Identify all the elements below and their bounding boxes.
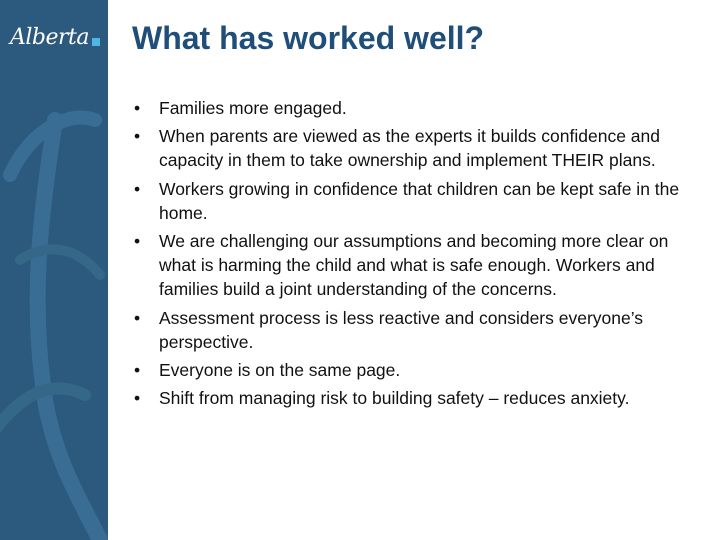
slide-title: What has worked well? (132, 20, 485, 56)
bullet-text: Assessment process is less reactive and considers everyone’s perspective. (159, 307, 644, 352)
bullet-item (132, 306, 702, 354)
decorative-watermark (0, 0, 108, 540)
bullet-text: Shift from managing risk to building safety – reduces anxiety. (159, 388, 630, 409)
bullet-text: Families more engaged. (159, 98, 347, 118)
bullet-item (132, 124, 702, 172)
bullet-icon: • (134, 178, 141, 199)
sidebar-panel (0, 0, 108, 540)
bullet-icon: • (134, 231, 141, 252)
logo-accent-square (92, 38, 100, 46)
bullet-item (132, 96, 702, 120)
bullet-list (132, 96, 702, 414)
bullet-item (132, 229, 702, 302)
bullet-icon: • (134, 388, 141, 409)
alberta-logo (10, 24, 102, 54)
bullet-icon: • (134, 98, 141, 118)
bullet-text: Everyone is on the same page. (159, 360, 401, 381)
bullet-item (132, 177, 702, 225)
alberta-logo-wordmark: Alberta (10, 25, 89, 50)
bullet-item (132, 386, 702, 410)
bullet-icon: • (134, 360, 141, 381)
bullet-item (132, 358, 702, 382)
bullet-icon: • (134, 126, 141, 147)
bullet-text: When parents are viewed as the experts it builds confidence and capacity in them to take ownership and implement THEIR plans. (159, 126, 660, 171)
bullet-text: We are challenging our assumptions and becoming more clear on what is harming the child and what is safe enough. Workers and families build a joint understanding of the concerns. (159, 231, 669, 300)
bullet-icon: • (134, 307, 141, 328)
bullet-text: Workers growing in confidence that children can be kept safe in the home. (159, 178, 680, 223)
